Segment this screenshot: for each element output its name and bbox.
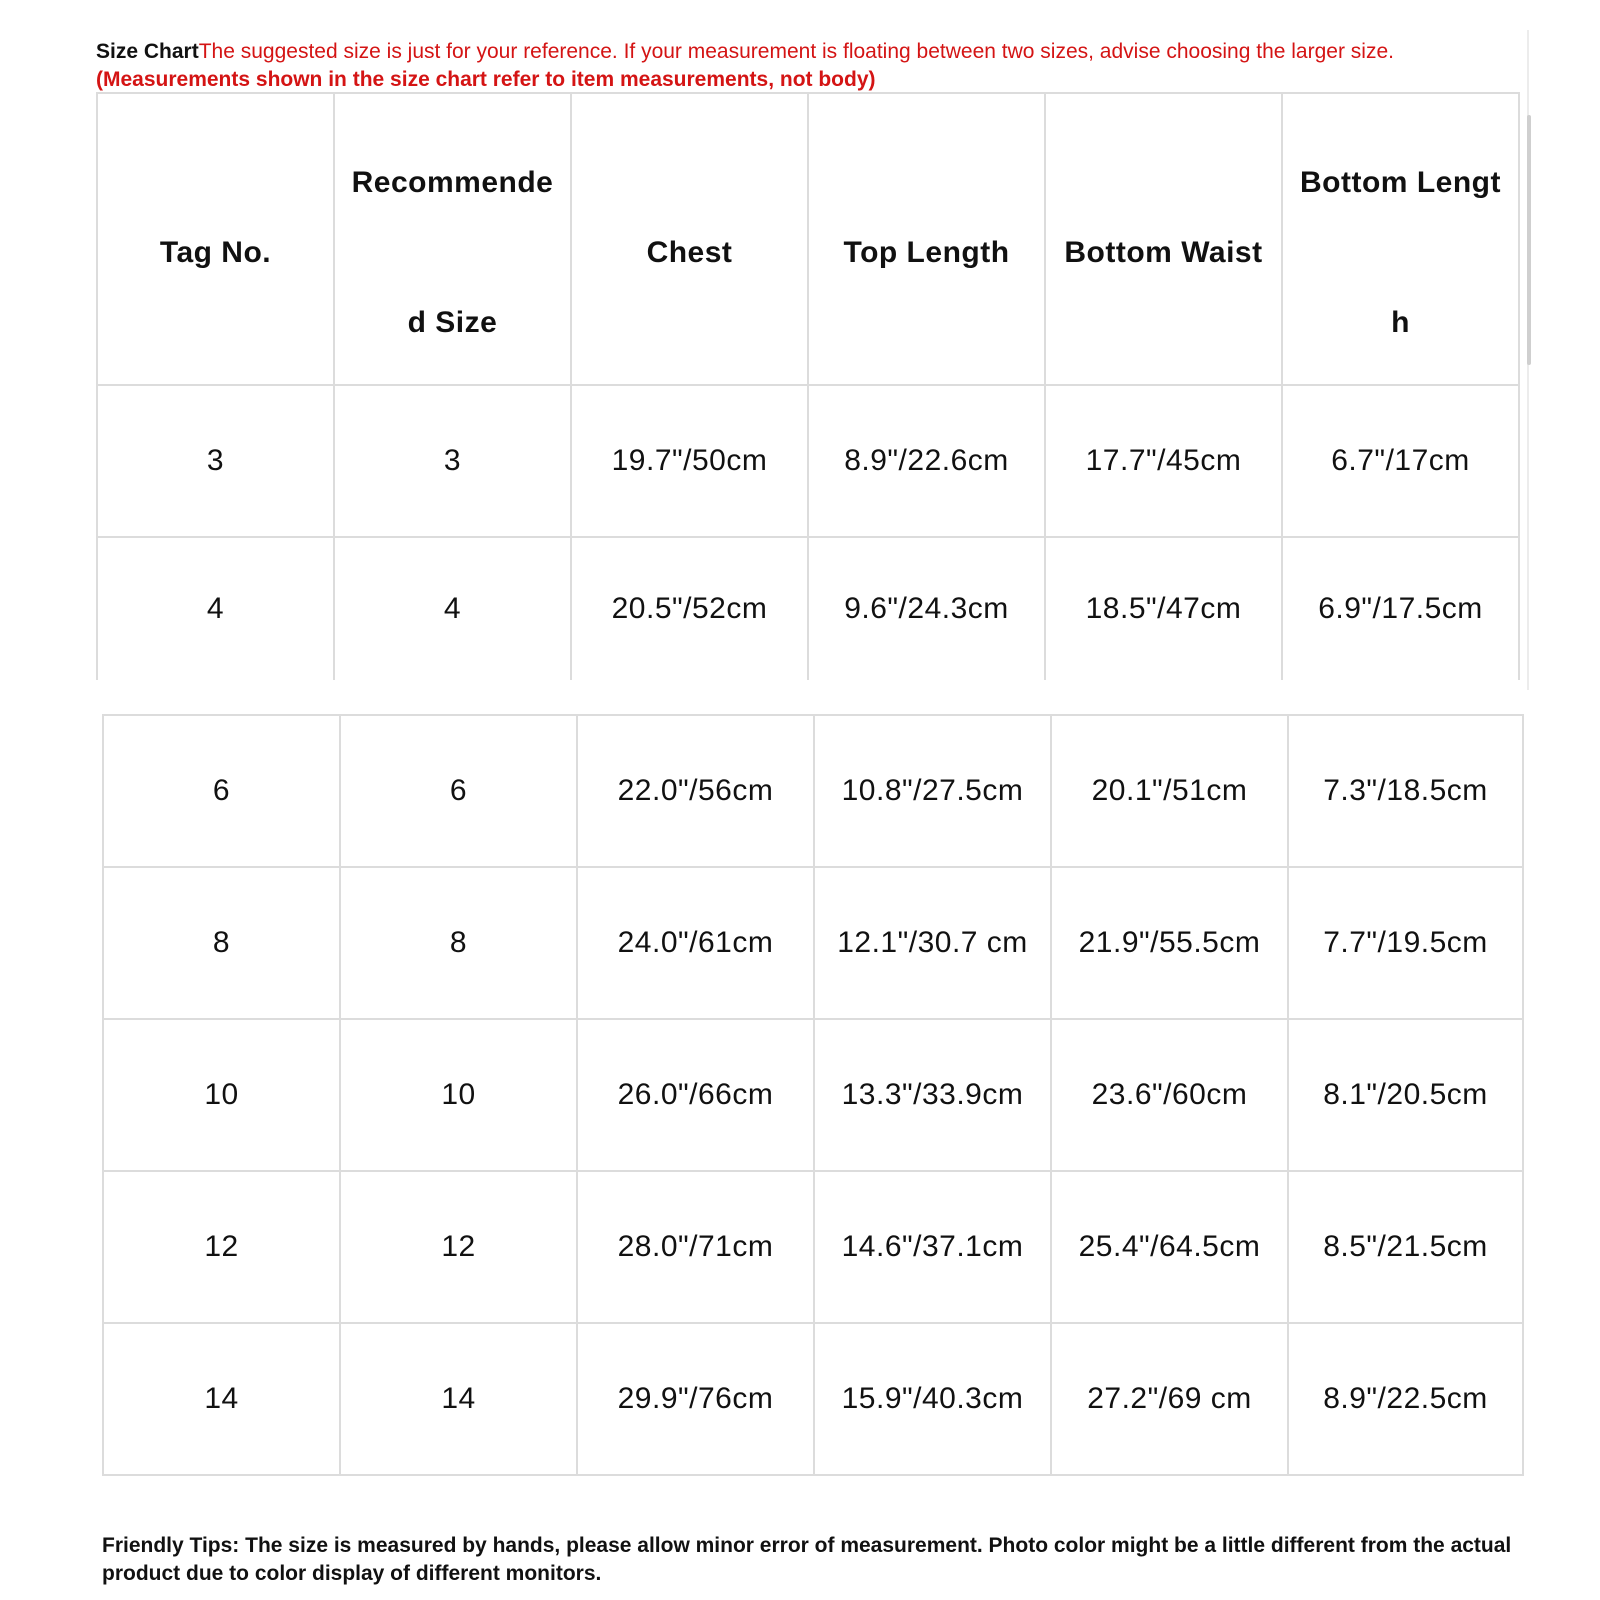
table-row bbox=[103, 1171, 1523, 1323]
header-bottom-length: Bottom Lengt h bbox=[1282, 93, 1519, 385]
table-row bbox=[103, 1323, 1523, 1475]
header-recommended-size: Recommende d Size bbox=[334, 93, 571, 385]
cell-top-length: 10.8"/27.5cm bbox=[814, 715, 1051, 867]
cell-recommended-size: 8 bbox=[340, 867, 577, 1019]
cell-recommended-size: 10 bbox=[340, 1019, 577, 1171]
cell-bottom-waist: 23.6"/60cm bbox=[1051, 1019, 1288, 1171]
table-row bbox=[103, 1019, 1523, 1171]
header-chest: Chest bbox=[571, 93, 808, 385]
cell-recommended-size: 12 bbox=[340, 1171, 577, 1323]
scrollbar-thumb[interactable] bbox=[1527, 115, 1531, 365]
table-header-row bbox=[97, 93, 1519, 385]
cell-bottom-waist: 27.2"/69 cm bbox=[1051, 1323, 1288, 1475]
cell-chest: 28.0"/71cm bbox=[577, 1171, 814, 1323]
cell-tag-no: 10 bbox=[103, 1019, 340, 1171]
cell-chest: 26.0"/66cm bbox=[577, 1019, 814, 1171]
cell-tag-no: 14 bbox=[103, 1323, 340, 1475]
cell-top-length: 9.6"/24.3cm bbox=[808, 537, 1045, 680]
size-table-top bbox=[96, 92, 1520, 680]
size-advice-note: The suggested size is just for your reference. If your measurement is floating between two sizes, advise choosing the larger size. bbox=[198, 40, 1394, 63]
cell-bottom-waist: 25.4"/64.5cm bbox=[1051, 1171, 1288, 1323]
cell-bottom-length: 8.1"/20.5cm bbox=[1288, 1019, 1523, 1171]
cell-chest: 20.5"/52cm bbox=[571, 537, 808, 680]
size-chart-intro bbox=[96, 38, 1506, 94]
friendly-tips: Friendly Tips: The size is measured by hands, please allow minor error of measurement. Photo color might be a little different from the actual product due to color display of different monitors. bbox=[102, 1534, 1512, 1585]
cell-bottom-length: 6.7"/17cm bbox=[1282, 385, 1519, 537]
cell-bottom-length: 7.7"/19.5cm bbox=[1288, 867, 1523, 1019]
cell-recommended-size: 4 bbox=[334, 537, 571, 680]
cell-bottom-waist: 17.7"/45cm bbox=[1045, 385, 1282, 537]
cell-top-length: 15.9"/40.3cm bbox=[814, 1323, 1051, 1475]
cell-top-length: 12.1"/30.7 cm bbox=[814, 867, 1051, 1019]
cell-top-length: 14.6"/37.1cm bbox=[814, 1171, 1051, 1323]
cell-recommended-size: 3 bbox=[334, 385, 571, 537]
cell-bottom-length: 8.5"/21.5cm bbox=[1288, 1171, 1523, 1323]
cell-tag-no: 8 bbox=[103, 867, 340, 1019]
header-tag-no: Tag No. bbox=[97, 93, 334, 385]
cell-top-length: 8.9"/22.6cm bbox=[808, 385, 1045, 537]
cell-chest: 29.9"/76cm bbox=[577, 1323, 814, 1475]
cell-recommended-size: 14 bbox=[340, 1323, 577, 1475]
cell-tag-no: 12 bbox=[103, 1171, 340, 1323]
cell-tag-no: 4 bbox=[97, 537, 334, 680]
cell-bottom-waist: 20.1"/51cm bbox=[1051, 715, 1288, 867]
cell-bottom-waist: 18.5"/47cm bbox=[1045, 537, 1282, 680]
cell-top-length: 13.3"/33.9cm bbox=[814, 1019, 1051, 1171]
table-row bbox=[103, 715, 1523, 867]
header-bottom-waist: Bottom Waist bbox=[1045, 93, 1282, 385]
table-row bbox=[97, 385, 1519, 537]
cell-tag-no: 3 bbox=[97, 385, 334, 537]
cell-chest: 24.0"/61cm bbox=[577, 867, 814, 1019]
cell-bottom-waist: 21.9"/55.5cm bbox=[1051, 867, 1288, 1019]
cell-tag-no: 6 bbox=[103, 715, 340, 867]
cell-bottom-length: 6.9"/17.5cm bbox=[1282, 537, 1519, 680]
cell-bottom-length: 7.3"/18.5cm bbox=[1288, 715, 1523, 867]
table-row bbox=[103, 867, 1523, 1019]
cell-chest: 19.7"/50cm bbox=[571, 385, 808, 537]
measurement-disclaimer: (Measurements shown in the size chart refer to item measurements, not body) bbox=[96, 68, 876, 91]
table-row bbox=[97, 537, 1519, 680]
cell-recommended-size: 6 bbox=[340, 715, 577, 867]
size-chart-label: Size Chart bbox=[96, 40, 199, 63]
header-top-length: Top Length bbox=[808, 93, 1045, 385]
cell-chest: 22.0"/56cm bbox=[577, 715, 814, 867]
size-table-bottom bbox=[102, 714, 1524, 1476]
cell-bottom-length: 8.9"/22.5cm bbox=[1288, 1323, 1523, 1475]
